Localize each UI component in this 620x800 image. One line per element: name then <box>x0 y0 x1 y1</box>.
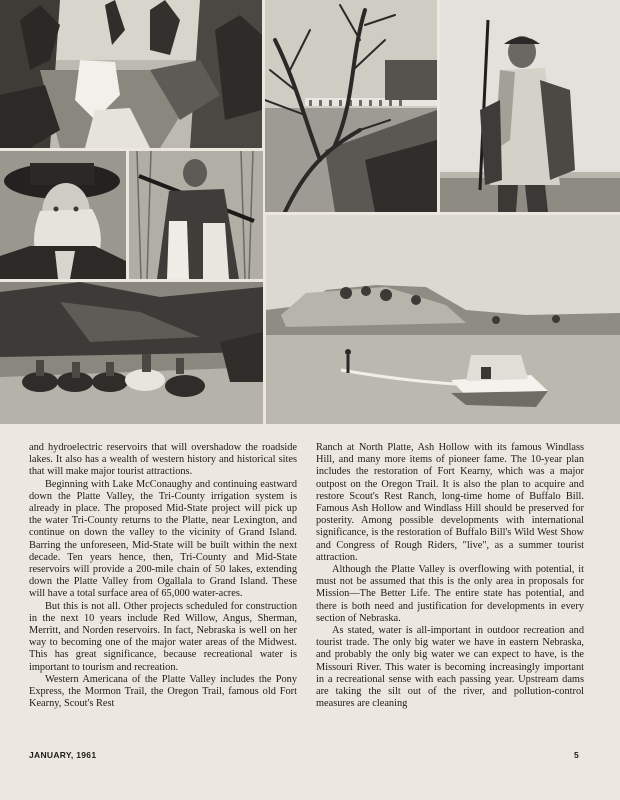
hunter-pheasants-photo <box>440 0 620 212</box>
horseback-riders-photo <box>0 282 263 424</box>
article-paragraph: Although the Platte Valley is overflowing with potential, it must not be assumed that this is the only area in proposals for Mission—The Better Life. The entire state has potential, and there is both need and justification for developments in every section of Nebraska. <box>316 564 584 624</box>
article-paragraph: Beginning with Lake McConaughy and continuing eastward down the Platte Valley, the Tri-County irrigation system is already in place. The proposed Mid-State project will pick up the water Tri-County returns to the Platte, near Lexington, and continue on down the valley to the vicinity of Grand Island. Barring the unforeseen, Mid-State will be built within the next decade. Ten years hence, then, Tri-County and Mid-State reservoirs will provide a 200-mile chain of 50 lakes, extending down the Platte Valley from Ogallala to Grand Island. These will have a total surface area of 65,000 water-acres. <box>29 478 297 600</box>
water-skiing-boat-photo <box>266 215 620 424</box>
article-paragraph: But this is not all. Other projects scheduled for construction in the next 10 years include Red Willow, Angus, Sherman, Merritt, and Norden reservoirs. In fact, Nebraska is well on her way to becoming one of the major water areas of the Midwest. This has great significance, because recreational water is important to tourism and recreation. <box>29 600 297 673</box>
hunter-with-birds-photo <box>129 151 263 279</box>
issue-date: JANUARY, 1961 <box>29 750 97 760</box>
dam-reservoir-photo <box>265 0 437 212</box>
article-paragraph: Ranch at North Platte, Ash Hollow with its famous Windlass Hill, and many more items of pioneer fame. The 10-year plan includes the restoration of Fort Kearny, which was a major outpost on the Oregon Trail. It is also the plan to acquire and restore Scout's Rest Ranch, long-time home of Buffalo Bill. Famous Ash Hollow and Windlass Hill should be preserved for posterity. Among possible developments with international significance, is the restoration of Buffalo Bill's Wild West Show and Congress of Rough Riders, "live", as a summer tourist attraction. <box>316 442 584 563</box>
article-left-column <box>29 442 297 710</box>
buffalo-bill-portrait-photo <box>0 151 126 279</box>
article-paragraph: Western Americana of the Platte Valley includes the Pony Express, the Mormon Trail, the Oregon Trail, famous old Fort Kearny, Scout's Rest <box>29 673 297 710</box>
page-number: 5 <box>574 750 580 760</box>
article-paragraph: As stated, water is all-important in outdoor recreation and tourist trade. The only big water we have in eastern Nebraska, and probably the only big water we can expect to have, is the Missouri River. This water is becoming increasingly important in a recreational sense with each passing year. Upstream dams are taking the silt out of the river, and pollution-control measures are cleaning <box>316 625 584 710</box>
article-right-column <box>316 442 584 710</box>
article-paragraph: and hydroelectric reservoirs that will overshadow the roadside lakes. It also has a wealth of western history and historical sites that will make major tourist attractions. <box>29 442 297 478</box>
waterfall-photo <box>0 0 262 148</box>
